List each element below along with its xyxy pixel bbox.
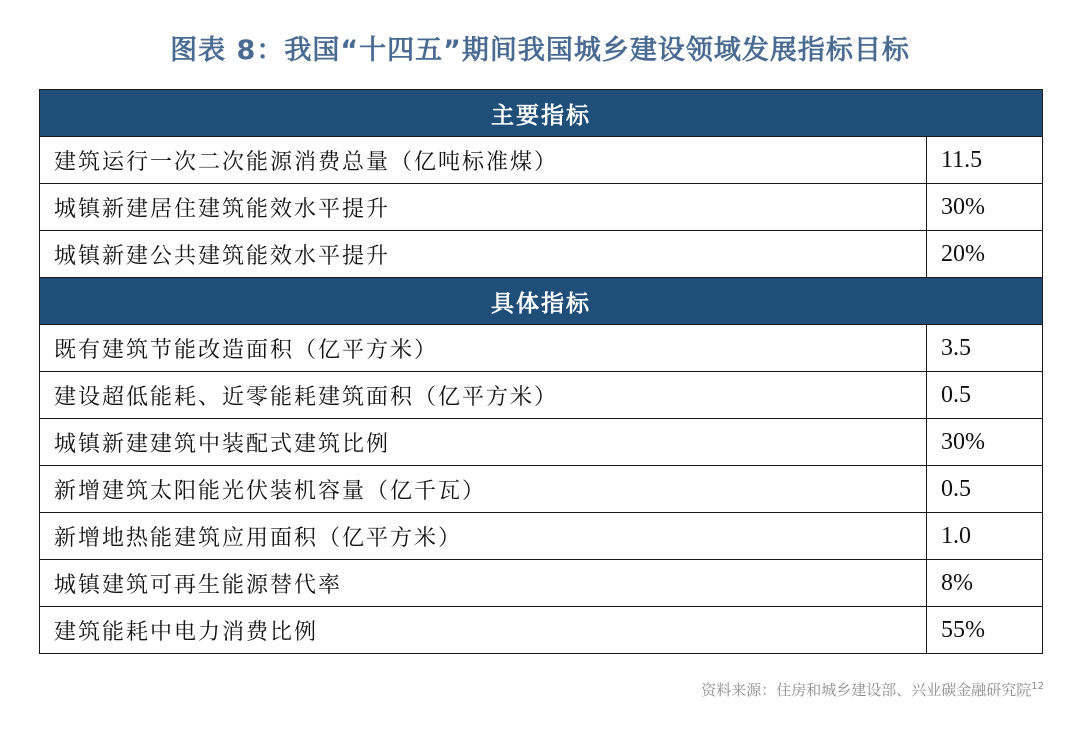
page-title: 图表 8：我国“十四五”期间我国城乡建设领域发展指标目标 xyxy=(170,35,910,66)
table-row xyxy=(40,137,1043,184)
footnote-marker: 12 xyxy=(1031,681,1044,692)
indicator-label: 建设超低能耗、近零能耗建筑面积（亿平方米） xyxy=(40,372,927,419)
indicator-label: 城镇新建居住建筑能效水平提升 xyxy=(40,184,927,231)
section-header-row xyxy=(40,90,1043,137)
indicator-table xyxy=(39,89,1043,654)
indicator-label: 既有建筑节能改造面积（亿平方米） xyxy=(40,325,927,372)
table-row xyxy=(40,607,1043,654)
indicator-value: 3.5 xyxy=(927,325,1043,372)
indicator-value: 1.0 xyxy=(927,513,1043,560)
table-row xyxy=(40,372,1043,419)
table-row xyxy=(40,513,1043,560)
indicator-label: 城镇新建公共建筑能效水平提升 xyxy=(40,231,927,278)
source-note xyxy=(701,679,1044,700)
table-row xyxy=(40,231,1043,278)
indicator-value: 55% xyxy=(927,607,1043,654)
indicator-value: 30% xyxy=(927,419,1043,466)
indicator-value: 0.5 xyxy=(927,372,1043,419)
source-text: 资料来源：住房和城乡建设部、兴业碳金融研究院 xyxy=(701,681,1032,699)
indicator-label: 建筑运行一次二次能源消费总量（亿吨标准煤） xyxy=(40,137,927,184)
indicator-value: 0.5 xyxy=(927,466,1043,513)
section-header-row xyxy=(40,278,1043,325)
table-row xyxy=(40,560,1043,607)
indicator-label: 新增建筑太阳能光伏装机容量（亿千瓦） xyxy=(40,466,927,513)
indicator-label: 城镇建筑可再生能源替代率 xyxy=(40,560,927,607)
indicator-value: 20% xyxy=(927,231,1043,278)
indicator-value: 8% xyxy=(927,560,1043,607)
section-header-specific: 具体指标 xyxy=(40,278,1043,325)
indicator-label: 建筑能耗中电力消费比例 xyxy=(40,607,927,654)
table-row xyxy=(40,184,1043,231)
indicator-label: 城镇新建建筑中装配式建筑比例 xyxy=(40,419,927,466)
table-row xyxy=(40,419,1043,466)
table-row xyxy=(40,466,1043,513)
indicator-label: 新增地热能建筑应用面积（亿平方米） xyxy=(40,513,927,560)
section-header-main: 主要指标 xyxy=(40,90,1043,137)
indicator-value: 30% xyxy=(927,184,1043,231)
table-row xyxy=(40,325,1043,372)
indicator-value: 11.5 xyxy=(927,137,1043,184)
